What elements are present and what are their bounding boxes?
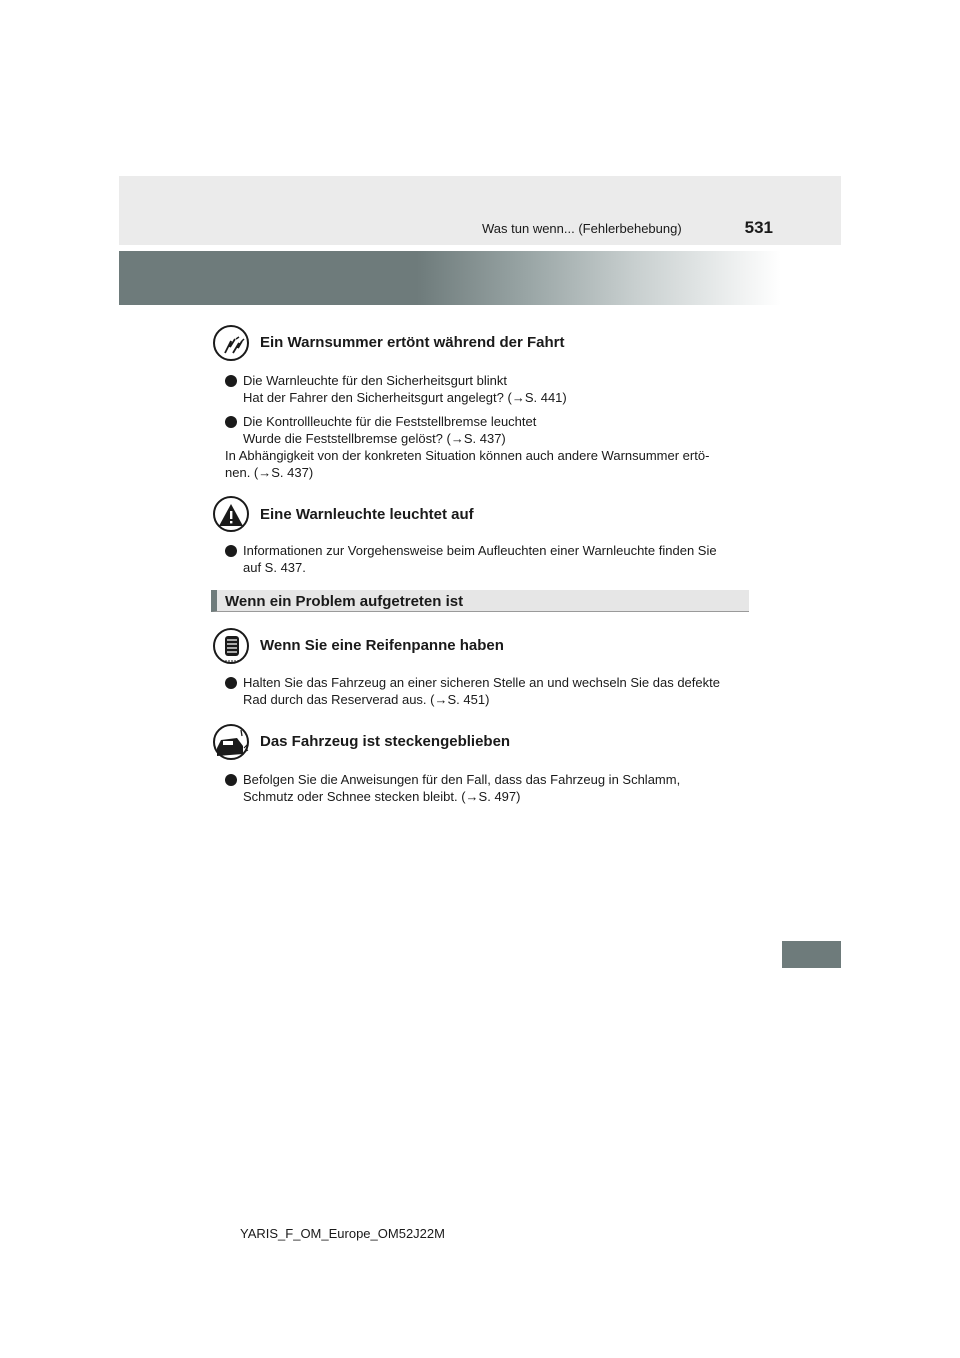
bullet-dot [225, 416, 237, 428]
list-item-line: auf S. 437. [243, 560, 306, 575]
list-item-line: Die Warnleuchte für den Sicherheitsgurt blinkt [243, 373, 507, 388]
page-number: 531 [744, 218, 773, 237]
list-item-line: Informationen zur Vorgehensweise beim Aufleuchten einer Warnleuchte finden Sie [243, 543, 717, 558]
footer-doc-id: YARIS_F_OM_Europe_OM52J22M [240, 1226, 445, 1241]
bullet-dot [225, 545, 237, 557]
list-item-line: Schmutz oder Schnee stecken bleibt. (→S. 497) [243, 789, 521, 804]
stuck-vehicle-icon [213, 724, 249, 760]
list-item [243, 372, 748, 406]
list-item-line: Halten Sie das Fahrzeug an einer sicheren Stelle an und wechseln Sie das defekte [243, 675, 720, 690]
heading-stuck-vehicle: Das Fahrzeug ist steckengeblieben [260, 733, 511, 750]
list-item-line: Rad durch das Reserverad aus. (→S. 451) [243, 692, 490, 707]
chapter-tab-marker [782, 941, 841, 968]
bullet-dot [225, 774, 237, 786]
heading-warning-light: Eine Warnleuchte leuchtet auf [260, 506, 474, 523]
chapter-bar [119, 251, 781, 305]
list-item-line: Wurde die Feststellbremse gelöst? (→S. 437) [243, 431, 506, 446]
section-title: Was tun wenn... (Fehlerbehebung) [482, 221, 682, 236]
flat-tire-icon [213, 628, 249, 664]
box-heading-text: Wenn ein Problem aufgetreten ist [225, 593, 464, 610]
paragraph-line: nen. (→S. 437) [225, 465, 314, 480]
warning-icon [213, 496, 249, 532]
heading-warning-buzzer: Ein Warnsummer ertönt während der Fahrt [260, 334, 565, 351]
list-item-line: Befolgen Sie die Anweisungen für den Fall, dass das Fahrzeug in Schlamm, [243, 772, 681, 787]
list-item [243, 542, 748, 576]
heading-flat-tire: Wenn Sie eine Reifenpanne haben [260, 637, 504, 654]
bullet-dot [225, 677, 237, 689]
list-item-line: Hat der Fahrer den Sicherheitsgurt angelegt? (→S. 441) [243, 390, 567, 405]
list-item [243, 771, 748, 805]
paragraph [225, 447, 748, 481]
bullet-dot [225, 375, 237, 387]
list-item [243, 674, 748, 708]
header-band [119, 176, 841, 245]
list-item [243, 413, 748, 447]
box-heading [211, 590, 749, 612]
buzzer-icon [213, 325, 249, 361]
list-item-line: Die Kontrollleuchte für die Feststellbremse leuchtet [243, 414, 537, 429]
paragraph-line: In Abhängigkeit von der konkreten Situation können auch andere Warnsummer ertö- [225, 448, 710, 463]
